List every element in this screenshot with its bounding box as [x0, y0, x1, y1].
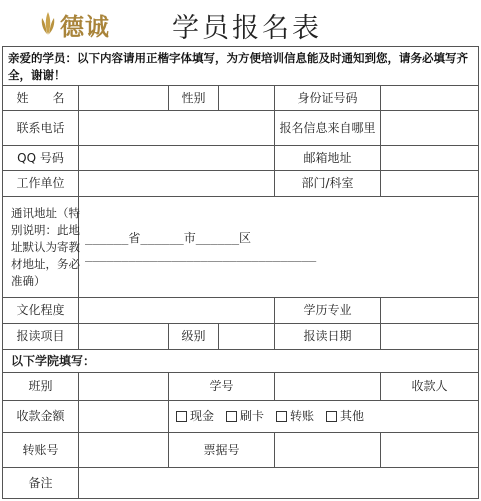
phone-input[interactable]	[79, 111, 274, 145]
label-receipt-no: 票据号	[203, 442, 240, 457]
amount-input[interactable]	[79, 401, 168, 432]
address-line-province-city-district: ______省______市______区	[85, 231, 252, 245]
label-employer: 工作单位	[16, 176, 65, 190]
id-number-input[interactable]	[381, 86, 478, 110]
label-phone: 联系电话	[16, 120, 65, 135]
gender-input[interactable]	[219, 86, 274, 110]
logo-text: 德诚	[60, 11, 110, 41]
label-gender: 性别	[181, 90, 206, 105]
label-address: 通讯地址（特别说明：此地址默认为寄教材地址，务必准确）	[11, 205, 80, 288]
course-input[interactable]	[79, 324, 168, 349]
label-transfer-no: 转账号	[22, 442, 59, 457]
address-input[interactable]	[79, 230, 478, 270]
email-input[interactable]	[381, 146, 478, 170]
table-border-top	[2, 46, 479, 47]
intro-text: 亲爱的学员：以下内容请用正楷字体填写，为方便培训信息能及时通知到您，请务必填写齐全，谢谢！	[8, 51, 468, 82]
label-amount: 收款金额	[16, 409, 65, 423]
payment-option-label: 其他	[340, 409, 365, 423]
checkbox-other[interactable]	[326, 411, 337, 422]
label-class: 班别	[28, 379, 53, 393]
label-major: 学历专业	[303, 303, 352, 317]
class-input[interactable]	[79, 373, 168, 400]
table-border-right	[478, 46, 479, 499]
receipt-no-input[interactable]	[275, 433, 380, 467]
payment-option-card[interactable]	[226, 409, 264, 424]
label-student-no: 学号	[209, 379, 234, 393]
payment-option-other[interactable]	[326, 409, 364, 424]
transfer-no-input[interactable]	[79, 433, 168, 467]
label-department: 部门/科室	[301, 176, 354, 190]
department-input[interactable]	[381, 171, 478, 196]
checkbox-card[interactable]	[226, 411, 237, 422]
payment-option-cash[interactable]	[176, 409, 214, 424]
label-enroll-date: 报读日期	[303, 329, 352, 343]
major-input[interactable]	[381, 298, 478, 323]
label-qq: QQ 号码	[17, 150, 64, 165]
payment-option-transfer[interactable]	[276, 409, 314, 424]
table-border-bottom	[2, 498, 479, 499]
education-input[interactable]	[79, 298, 274, 323]
label-payee: 收款人	[411, 379, 448, 393]
employer-input[interactable]	[79, 171, 274, 196]
payment-method-group	[172, 401, 478, 432]
level-input[interactable]	[219, 324, 274, 349]
label-level: 级别	[181, 329, 206, 343]
checkbox-cash[interactable]	[176, 411, 187, 422]
remarks-input[interactable]	[79, 468, 478, 498]
page-title: 学员报名表	[172, 13, 322, 44]
enroll-date-input[interactable]	[381, 324, 478, 349]
info-source-input[interactable]	[381, 111, 478, 145]
col-line	[168, 400, 169, 432]
payment-option-label: 刷卡	[240, 409, 265, 423]
label-email: 邮箱地址	[303, 150, 352, 165]
payment-option-label: 现金	[190, 409, 215, 423]
label-course: 报读项目	[16, 329, 65, 343]
payment-option-label: 转账	[290, 409, 315, 423]
school-section-heading: 以下学院填写：	[11, 353, 96, 368]
label-name: 姓 名	[16, 90, 65, 105]
checkbox-transfer[interactable]	[276, 411, 287, 422]
qq-input[interactable]	[79, 146, 274, 170]
student-no-input[interactable]	[275, 373, 380, 400]
name-input[interactable]	[79, 86, 168, 110]
payee-signature-input[interactable]	[381, 433, 478, 467]
label-remarks: 备注	[28, 475, 53, 490]
address-line-detail: ________________________________	[85, 248, 317, 262]
label-info-source: 报名信息来自哪里	[279, 120, 376, 135]
label-id-number: 身份证号码	[297, 90, 358, 105]
label-education: 文化程度	[16, 303, 65, 317]
